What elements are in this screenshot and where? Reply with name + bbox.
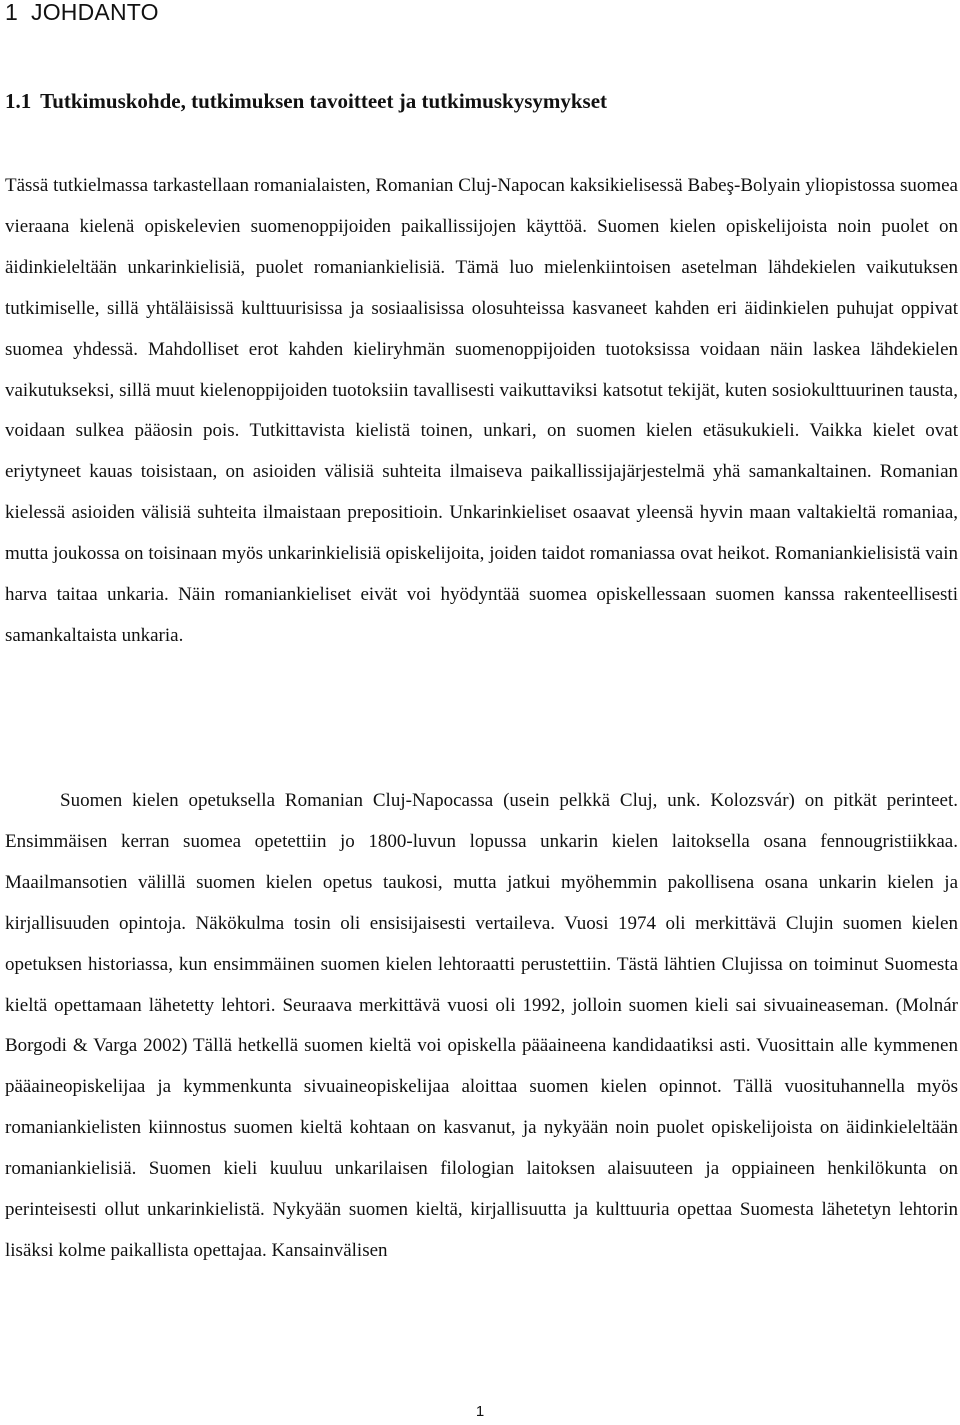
section-title: Tutkimuskohde, tutkimuksen tavoitteet ja tutkimuskysymykset (40, 89, 608, 113)
chapter-title: JOHDANTO (31, 0, 159, 25)
section-heading (5, 88, 607, 114)
section-number: 1.1 (5, 89, 32, 113)
page-number: 1 (475, 1403, 485, 1420)
chapter-number: 1 (5, 0, 18, 25)
paragraph-2: Suomen kielen opetuksella Romanian Cluj-Napocassa (usein pelkkä Cluj, unk. Kolozsvár) on pitkät perinteet. Ensimmäisen kerran suomea opetettiin jo 1800-luvun lopussa unkarin kielen laitoksella osana fennougristiikkaa. Maailmansotien välillä suomen kielen opetus taukosi, mutta jatkui myöhemmin pakollisena osana unkarin kielen ja kirjallisuuden opintoja. Näkökulma tosin oli ensisijaisesti vertaileva. Vuosi 1974 oli merkittävä Clujin suomen kielen opetuksen historiassa, kun ensimmäinen suomen kielen lehtoraatti perustettiin. Tästä lähtien Clujissa on toiminut Suomesta kieltä opettamaan lähetetty lehtori. Seuraava merkittävä vuosi oli 1992, jolloin suomen kieli sai sivuaineaseman. (Molnár Borgodi & Varga 2002) Tällä hetkellä suomen kieltä voi opiskella pääaineena kandidaatiksi asti. Vuosittain alle kymmenen pääaineopiskelijaa ja kymmenkunta sivuaineopiskelijaa aloittaa suomen kielen opinnot. Tällä vuosituhannella myös romaniankielisten kiinnostus suomen kieltä kohtaan on kasvanut, ja nykyään noin puolet opiskelijoista on äidinkieleltään romaniankielisiä. Suomen kieli kuuluu unkarilaisen filologian laitoksen alaisuuteen ja oppiaineen henkilökunta on perinteisesti ollut unkarinkielistä. Nykyään suomen kieltä, kirjallisuutta ja kulttuuria opettaa Suomesta lähetetyn lehtorin lisäksi kolme paikallista opettajaa. Kansainvälisen (5, 790, 958, 1261)
paragraph-1: Tässä tutkielmassa tarkastellaan romanialaisten, Romanian Cluj-Napocan kaksikielisessä Babeş-Bolyain yliopistossa suomea vieraana kielenä opiskelevien suomenoppijoiden paikallissijojen käyttöä. Suomen kielen opiskelijoista noin puolet on äidinkieleltään unkarinkielisiä, puolet romaniankielisiä. Tämä luo mielenkiintoisen asetelman lähdekielen vaikutuksen tutkimiselle, sillä yhtäläisissä kulttuurisissa ja sosiaalisissa olosuhteissa kasvaneet kahden eri äidinkielen puhujat oppivat suomea yhdessä. Mahdolliset erot kahden kieliryhmän suomenoppijoiden tuotoksissa voidaan näin laskea lähdekielen vaikutukseksi, sillä muut kielenoppijoiden tuotoksiin tavallisesti vaikuttaviksi katsotut tekijät, kuten sosiokulttuurinen tausta, voidaan sulkea pääosin pois. Tutkittavista kielistä toinen, unkari, on suomen kielen etäsukukieli. Vaikka kielet ovat eriytyneet kauas toisistaan, on asioiden välisiä suhteita ilmaiseva paikallissijajärjestelmä yhä samankaltainen. Romanian kielessä asioiden välisiä suhteita ilmaistaan prepositioin. Unkarinkieliset osaavat yleensä hyvin maan valtakieltä romaniaa, mutta joukossa on toisinaan myös unkarinkielisiä opiskelijoita, joiden taidot romaniassa ovat heikot. Romaniankielisistä vain harva taitaa unkaria. Näin romaniankieliset eivät voi hyödyntää suomea opiskellessaan suomen kanssa rakenteellisesti samankaltaista unkaria. (5, 175, 958, 646)
chapter-heading (5, 0, 159, 25)
